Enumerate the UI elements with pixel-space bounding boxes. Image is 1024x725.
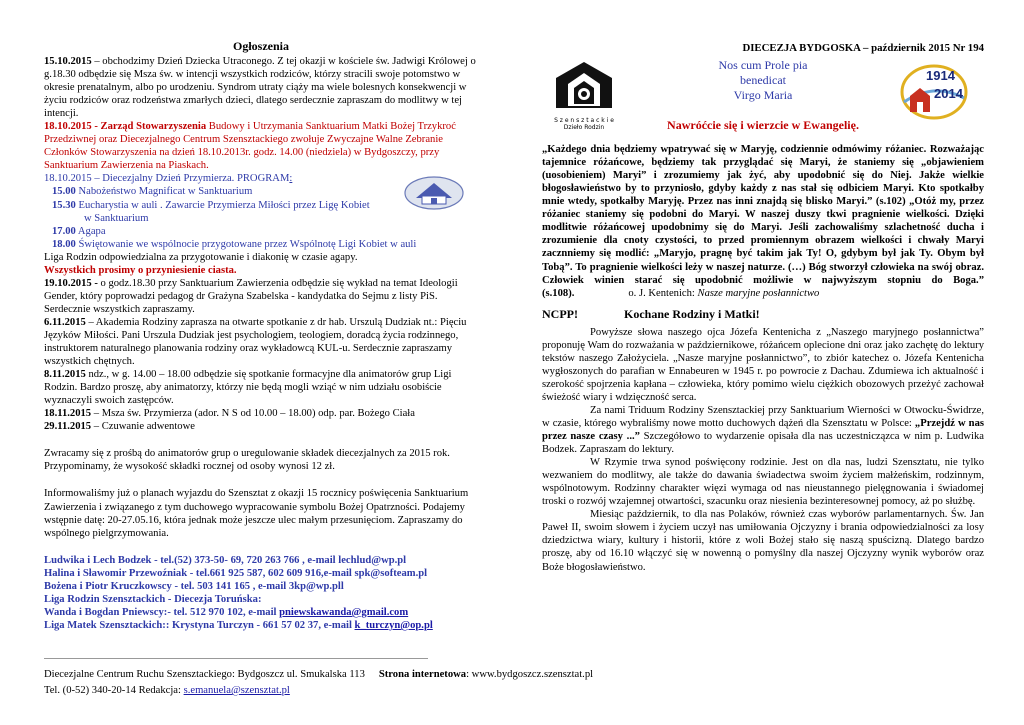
letter-paragraph-3: W Rzymie trwa synod poświęcony rodzinie. Jest on dla nas, ludzi Szensztatu, nie tylko wezwaniem do modlitwy, ale także do dawania świadectwa swoim życiem małżeńskim, rodzinnym, wspólnotowym. Rodzinny charakter więzi wymaga od nas nieustannego pielęgnowania i świadomej troski o rozwój wzajemnej otwartości, szacunku oraz niesienia bezinteresownej pomocy, aż po służbę.	[542, 457, 984, 508]
contact-list	[44, 554, 478, 632]
left-column	[44, 0, 478, 632]
jubilee-badge: 1914 2014	[900, 62, 968, 120]
announcement-4: 19.10.2015 - o godz.18.30 przy Sanktuarium Zawierzenia odbędzie się wykład na temat Ideologii Gender, który poprowadzi pedagog dr Grażyna Szabelska - kandydatka do Sejmu z listy PiS. Serdecznie wszystkich zapraszamy.	[44, 277, 458, 315]
contact-item: Halina i Sławomir Przewoźniak - tel.661 925 587, 602 609 916,e-mail spk@softeam.pl	[44, 567, 428, 579]
letter-paragraph-4: Miesiąc październik, to dla nas Polaków, również czas wyborów parlamentarnych. Św. Jan Paweł II, swoim słowem i życiem uczył nas umiłowania Ojczyzny i brania odpowiedzialności za losy dziedzictwa wiary, kultury i historii, które z woli Bożej stało się naszą spuścizną. Dlatego bardzo proszę, aby od 16.10 włączyć się w nowenną o pomyślny dla naszej Ojczyzny wynik wyborów oraz Boże błogosławieństwo.	[542, 509, 984, 573]
letter-heading: NCPP! Kochane Rodziny i Matki!	[542, 306, 760, 321]
announcement-5: 6.11.2015 – Akademia Rodziny zaprasza na otwarte spotkanie z dr hab. Urszulą Dudziak nt.: Pięciu Języków Miłości. Pani Urszula Dudziak jest psychologiem, teologiem, doradcą życia rodzinnego, instruktorem naturalnego planowania rodziny oraz wykładowcą KUL-u. Serdecznie zapraszamy wszystkich chętnych.	[44, 316, 467, 368]
program-request: Wszystkich prosimy o przyniesienie ciasta.	[44, 264, 237, 276]
letter-paragraph-1: Powyższe słowa naszego ojca Józefa Kentenicha z „Naszego maryjnego posłannictwa” proponuję Wam do rozważania w październikowe, różańcem oplecione dni oraz jako zachętę do lektury tekstów naszego Założyciela. „Nasze maryjne posłannictwo”, to zbiór katechez o. Józefa Kentenicha wygłoszonych do parafian w Ennabeuren w 1945 r. po powrocie z Dachau. Zdumiewa ich aktualność i szerokość spojrzenia kapłana – człowieka, który pomimo wielu ciężkich obozowych przeżyć zachował świeżość wiary i wdzięczność serca.	[542, 326, 984, 403]
contact-item: Wanda i Bogdan Pniewscy:- tel. 512 970 102, e-mail pniewskawanda@gmail.com	[44, 606, 409, 618]
footer-address: Diecezjalne Centrum Ruchu Szensztackiego: Bydgoszcz ul. Smukalska 113 Strona internetowa: www.bydgoszcz.szensztat.pl	[44, 669, 594, 680]
motto: Nos cum Prole pia benedicat Virgo Maria	[718, 58, 808, 103]
footer	[44, 658, 984, 699]
contact-item: Liga Matek Szensztackich:: Krystyna Turczyn - 661 57 02 37, e-mail k_turczyn@op.pl	[44, 619, 433, 631]
email-link[interactable]: pniewskawanda@gmail.com	[279, 606, 409, 618]
contact-item: Bożena i Piotr Kruczkowscy - tel. 503 141 165 , e-mail 3kp@wp.pll	[44, 580, 344, 592]
announcement-2: 18.10.2015 - Zarząd Stowarzyszenia Budowy i Utrzymania Sanktuarium Matki Bożej Trzykroć Przedziwnej oraz Diecezjalnego Centrum Szensztackiego zwołuje Zwyczajne Walne Zebranie Członków Stowarzyszenia na dzień 18.10.2013r. godz. 14.00 (niedziela) w Bydgoszczy, przy Sanktuarium Zawierzenia na Piaskach.	[44, 121, 456, 172]
kentenich-quote: „Każdego dnia będziemy wpatrywać się w Maryję, codziennie odmówimy różaniec. Rozważając tajemnice różańcowe, będziemy tak przyglądać się Maryi, że staniemy się „objawieniem (uosobieniem) Maryi” i zrozumiemy jak żyć, aby upodobnić się do Niej. Jakże wielkie błogosławieństwo by to przyniosło, gdyby każdy z nas stał się odbiciem Maryi. Kto spotkałby mnie wtedy, spotkałby Maryję. Przez nas inni znajdą się blisko Maryi.” (s.102) „Otóż my, przez różaniec staniemy się podobni do Maryi. W naszej duszy tkwi pragnienie wielkości. Dzięki modlitwie różańcowej upodobnimy się do Maryi. Jeśli zachowaliśmy szlachetność ducha i zrozumienie dla cnoty czystości, to przed promiennym obrazem wielkości i chwały Maryi zacznniemy się modlić: „Maryjo, pragnę być takim jak Ty! O, gdybym był jak Ty. Obym był Tobą”. To pragnienie wielkości leży w naszej naturze. (…) Bóg stworzył człowieka na swój obraz. Człowiek winien starać się upodobnić możliwie w najwyższym stopniu do Boga.” (s.108). o. J. Kentenich: Nasze maryjne posłannictwo	[542, 144, 984, 299]
contact-item: Ludwika i Lech Bodzek - tel.(52) 373-50- 69, 720 263 766 , e-mail lechlud@wp.pl	[44, 554, 407, 566]
announcement-7: 18.11.2015 – Msza św. Przymierza (ador. N S od 10.00 – 18.00) odp. par. Bożego Ciała	[44, 408, 415, 420]
shrine-logo-icon	[548, 60, 620, 112]
contact-item: Liga Rodzin Szensztackich - Diecezja Toruńska:	[44, 593, 262, 605]
trip-note: Informowaliśmy już o planach wyjazdu do Szensztat z okazji 15 rocznicy poświęcenia Sanktuarium Zawierzenia i związanego z tym duchowego wypracowanie symbolu Bożej Opatrzności. Podajemy wstępnie datę: 20-27.05.16, która jednak może jeszcze ulec małym przesunięciom. Zapraszamy do wspólnego pielgrzymowania.	[44, 488, 469, 539]
program-item: 15.00 Nabożeństwo Magnificat w Sanktuarium	[52, 186, 253, 198]
schoenstatt-logo	[548, 60, 620, 131]
letter-paragraph-2: Za nami Triduum Rodziny Szensztackiej przy Sanktuarium Wierności w Otwocku-Świdrze, w czasie, którego wybraliśmy nowe motto duchowych dążeń dla Szensztatu w Polsce: „Przejdź w nas przez nasze czasy ...” Szczegółowo to wydarzenie opisała dla nas uczestniczązca w nim p. Ludwika Bodzek. Zapraszam do lektury.	[542, 404, 984, 456]
shrine-icon	[404, 176, 464, 210]
program-item: 17.00 Agapa	[52, 225, 106, 237]
announcement-3: 18.10.2015 – Diecezjalny Dzień Przymierza. PROGRAM:	[44, 173, 293, 185]
email-link[interactable]: k_turczyn@op.pl	[354, 619, 433, 631]
announcement-6: 8.11.2015 ndz., w g. 14.00 – 18.00 odbędzie się spotkanie formacyjne dla animatorów grup Ligi Rodzin. Bardzo proszę, aby animatorzy, którzy nie będą mogli wziąć w nim udziału osobiście wyznaczyli swoich zastępców.	[44, 369, 452, 407]
program-item: 18.00 Świętowanie we wspólnocie przygotowane przez Wspólnotę Ligi Kobiet w auli	[52, 238, 417, 250]
program-item: 15.30 Eucharystia w auli . Zawarcie Przymierza Miłości przez Ligę Kobiet	[52, 199, 370, 211]
page-title: Ogłoszenia	[233, 39, 289, 53]
program-item: w Sanktuarium	[84, 212, 149, 224]
dues-note: Zwracamy się z prośbą do animatorów grup o uregulowanie składek diecezjalnych za 2015 rok. Przypominamy, że wysokość składki rocznej od osoby wynosi 12 zł.	[44, 448, 450, 473]
slogan: Nawróćcie się i wierzcie w Ewangelię.	[667, 118, 859, 133]
announcement-1: 15.10.2015 – obchodzimy Dzień Dziecka Utraconego. Z tej okazji w kościele św. Jadwigi Królowej o g.18.30 odbędzie się Msza św. w intencji wszystkich rodziców, którzy stracili swoje potomstwo w okresie prenatalnym, albo po urodzeniu. Syndrom utraty ciąży ma wiele bolesnych konsekwencji w życiu rodziców oraz rodzeństwa zmarłych dzieci, dlatego serdecznie zapraszam do modlitwy w tej intencji.	[44, 56, 476, 120]
footer-divider	[44, 658, 428, 659]
program-note: Liga Rodzin odpowiedzialna za przygotowanie i diakonię w czasie agapy.	[44, 251, 358, 263]
logo-caption: S z e n s z t a c k i e Dzieło Rodzin	[554, 117, 614, 131]
newsletter-header: DIECEZJA BYDGOSKA – październik 2015 Nr 194	[742, 42, 984, 54]
footer-contact: Tel. (0-52) 340-20-14 Redakcja: s.emanuela@szensztat.pl	[44, 685, 290, 696]
editor-email-link[interactable]: s.emanuela@szensztat.pl	[183, 685, 290, 696]
announcement-8: 29.11.2015 – Czuwanie adwentowe	[44, 421, 195, 433]
